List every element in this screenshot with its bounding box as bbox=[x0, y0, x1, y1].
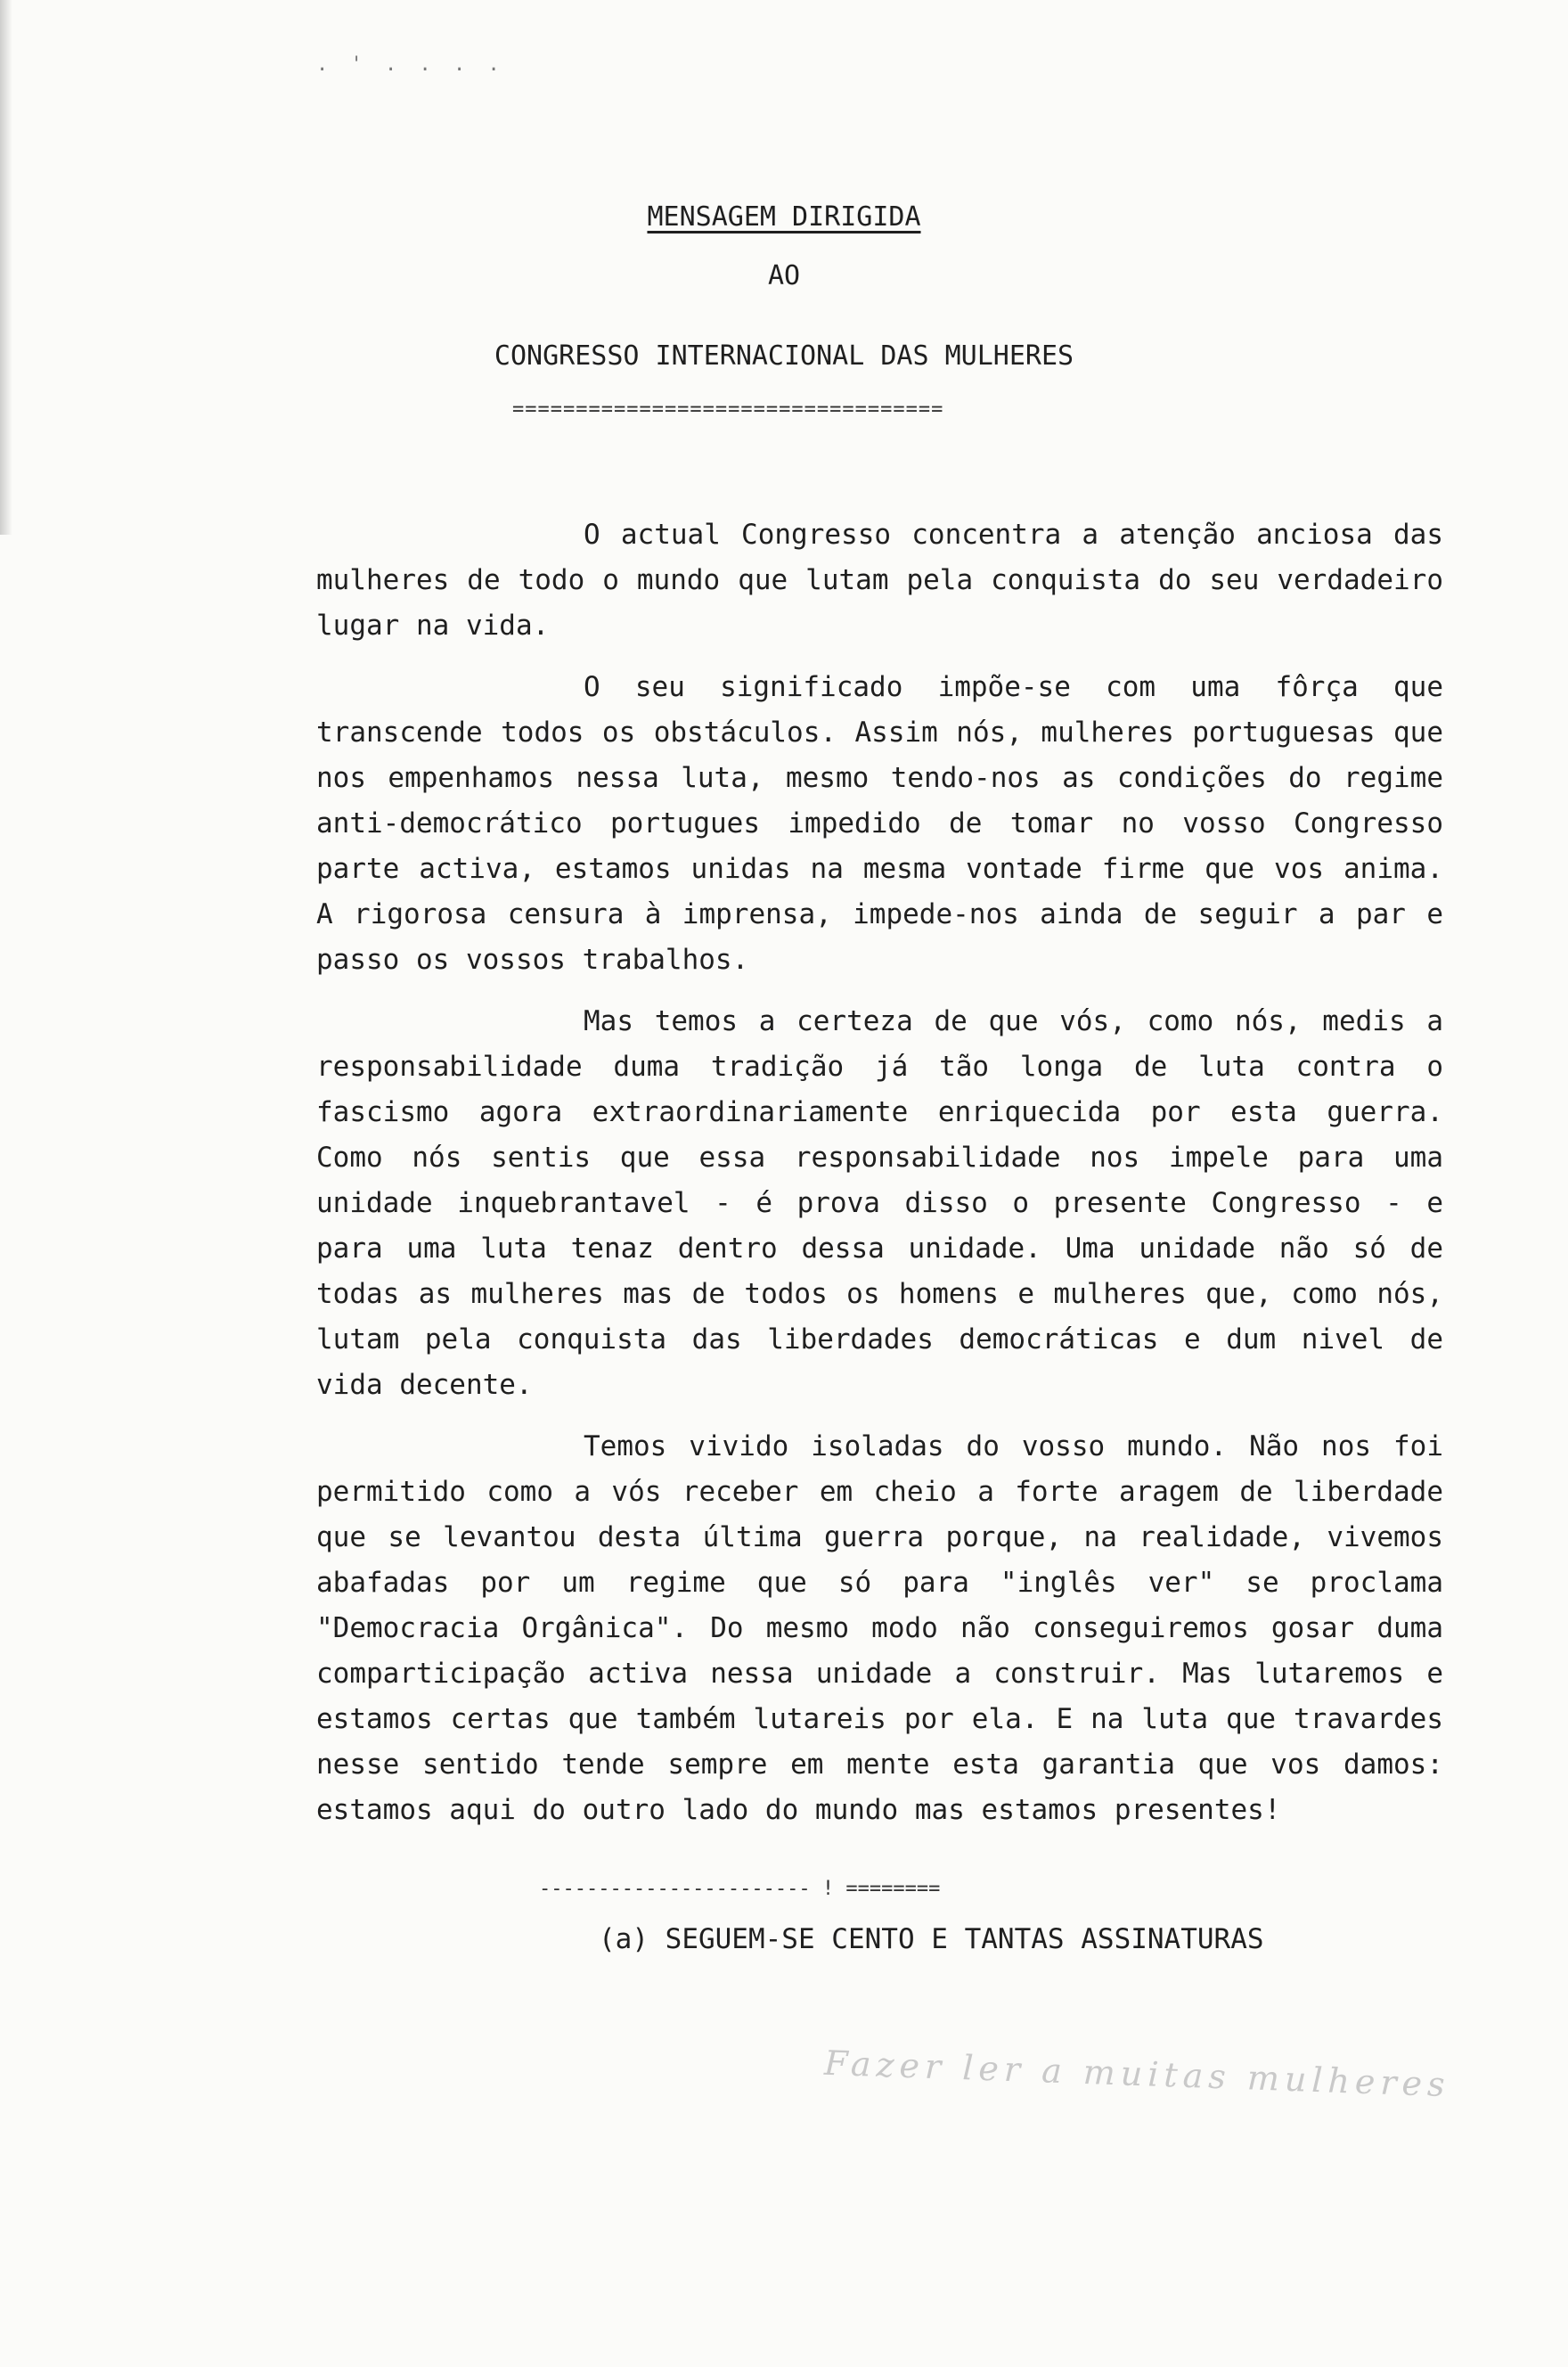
title-divider: ================================== bbox=[512, 398, 944, 421]
closing-divider: ----------------------- ! ======== bbox=[539, 1878, 941, 1900]
paragraph-1: O actual Congresso concentra a atenção anciosa das mulheres de todo o mundo que lutam pela conquista do seu verdadeiro lugar na vida. bbox=[316, 519, 1443, 642]
paragraph-2: O seu significado impõe-se com uma fôrça que transcende todos os obstáculos. Assim nós, mulheres portuguesas que nos empenhamos nessa luta, mesmo tendo-nos as condições do regime anti-democrático portugues impedido de tomar no vosso Congresso parte activa, estamos unidas na mesma vontade firme que vos anima. A rigorosa censura à imprensa, impede-nos ainda de seguir a par e passo os vossos trabalhos. bbox=[316, 671, 1443, 976]
document-title-connector: AO bbox=[767, 260, 801, 291]
handwritten-annotation: Fazer ler a muitas mulheres bbox=[823, 2043, 1451, 2105]
signatures-note: (a) SEGUEM-SE CENTO E TANTAS ASSINATURAS bbox=[599, 1923, 1264, 1955]
scan-specks: . ' . . . . bbox=[316, 53, 505, 76]
paragraph-4: Temos vivido isoladas do vosso mundo. Não nos foi permitido como a vós receber em cheio a forte aragem de liberdade que se levantou desta última guerra porque, na realidade, vivemos abafadas por um regime que só para "inglês ver" se proclama "Democracia Orgânica". Do mesmo modo não conseguiremos gosar duma comparticipação activa nessa unidade a construir. Mas lutaremos e estamos certas que também lutareis por ela. E na luta que travardes nesse sentido tende sempre em mente esta garantia que vos damos: estamos aqui do outro lado do mundo mas estamos presentes! bbox=[316, 1430, 1443, 1826]
letter-body bbox=[316, 512, 1443, 1849]
paragraph-3: Mas temos a certeza de que vós, como nós, medis a responsabilidade duma tradição já tão longa de luta contra o fascismo agora extraordinariamente enriquecida por esta guerra. Como nós sentis que essa responsabilidade nos impele para uma unidade inquebrantavel - é prova disso o presente Congresso - e para uma luta tenaz dentro dessa unidade. Uma unidade não só de todas as mulheres mas de todos os homens e mulheres que, como nós, lutam pela conquista das liberdades democráticas e dum nivel de vida decente. bbox=[316, 1005, 1443, 1401]
document-subtitle: CONGRESSO INTERNACIONAL DAS MULHERES bbox=[494, 340, 1074, 372]
document-title: MENSAGEM DIRIGIDA bbox=[647, 201, 921, 233]
